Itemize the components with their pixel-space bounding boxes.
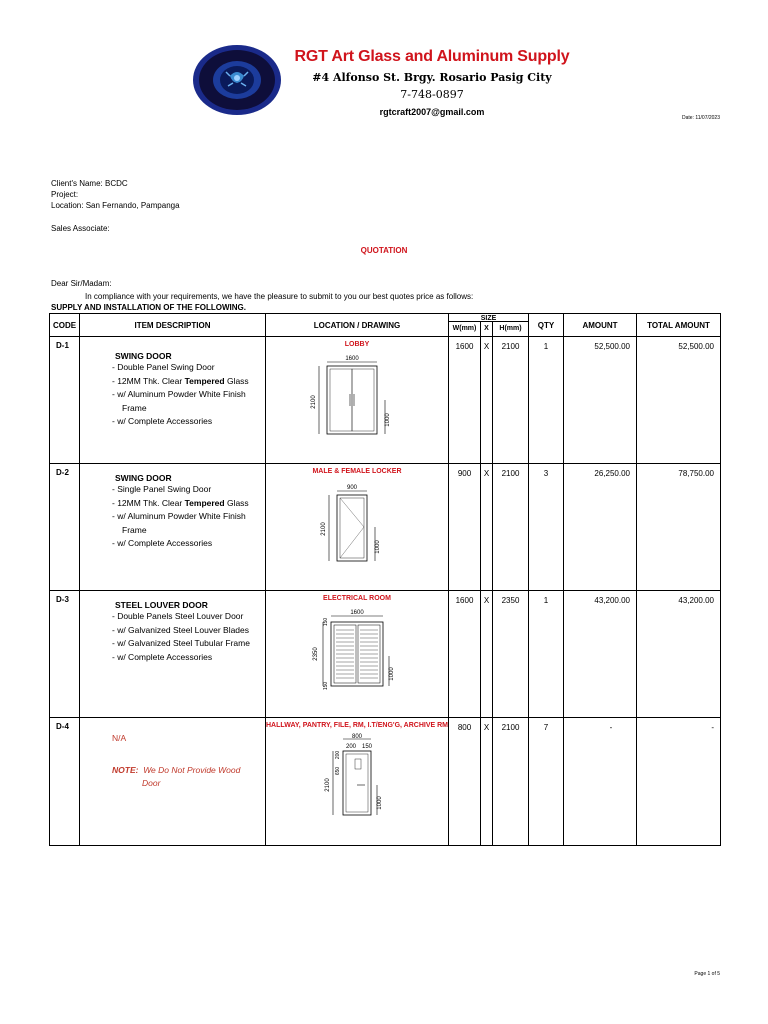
item-height: 2100 (493, 337, 529, 464)
dim-label: 1000 (385, 413, 391, 427)
desc-line: Frame (122, 402, 147, 413)
supply-line: SUPPLY AND INSTALLATION OF THE FOLLOWING. (51, 303, 246, 312)
header-code: CODE (50, 314, 80, 337)
dim-label: 1600 (350, 610, 364, 616)
note-text-cont: Door (142, 778, 161, 788)
item-title: SWING DOOR (115, 473, 172, 483)
header-total: TOTAL AMOUNT (637, 314, 721, 337)
header-size (449, 314, 529, 337)
door-drawing (297, 731, 417, 823)
item-code: D-4 (50, 718, 80, 846)
header-amount: AMOUNT (564, 314, 637, 337)
item-total: 43,200.00 (637, 591, 721, 718)
dim-label: 1000 (375, 540, 381, 554)
table-row (50, 591, 721, 718)
location-line: Location: San Fernando, Pampanga (51, 201, 180, 210)
dim-label: 200 (345, 744, 357, 750)
dim-label: 2350 (313, 647, 319, 661)
item-x: X (481, 337, 493, 464)
intro-text: In compliance with your requirements, we have the pleasure to submit to you our best quotes price as follows: (85, 292, 474, 301)
desc-line: - w/ Galvanized Steel Tubular Frame (112, 638, 250, 648)
dim-label: 150 (323, 681, 329, 691)
item-location (266, 591, 449, 718)
desc-line: - w/ Aluminum Powder White Finish (112, 511, 246, 521)
item-qty: 1 (529, 337, 564, 464)
item-width: 1600 (449, 337, 481, 464)
emphasis-text: Tempered (184, 497, 225, 508)
dim-label: 2100 (321, 522, 327, 536)
desc-line: - w/ Complete Accessories (112, 416, 213, 426)
emphasis-text: Tempered (184, 375, 225, 386)
header-size-label: SIZE (449, 315, 528, 322)
dim-label: 200 (335, 750, 341, 760)
door-drawing (297, 477, 417, 567)
item-height: 2100 (493, 464, 529, 591)
item-height: 2100 (493, 718, 529, 846)
door-drawing (297, 604, 417, 694)
item-location (266, 464, 449, 591)
location-label: HALLWAY, PANTRY, FILE, RM, I.T/ENG'G, ARCHIVE RM (266, 722, 448, 729)
desc-line: - 12MM Thk. Clear Tempered Glass (112, 497, 249, 508)
note-body: We Do Not Provide Wood (143, 764, 241, 775)
item-amount: 52,500.00 (564, 337, 637, 464)
table-row (50, 718, 721, 846)
item-qty: 1 (529, 591, 564, 718)
note-label: NOTE: (112, 764, 139, 775)
dim-label: 150 (323, 617, 329, 627)
item-location (266, 337, 449, 464)
item-total: - (637, 718, 721, 846)
dim-label: 900 (346, 485, 358, 491)
item-code: D-1 (50, 337, 80, 464)
desc-line: - w/ Complete Accessories (112, 538, 213, 548)
page-title: QUOTATION (360, 246, 408, 255)
dim-label: 1000 (389, 667, 395, 681)
desc-line: - Double Panels Steel Louver Door (112, 611, 244, 621)
na-label: N/A (112, 733, 127, 743)
desc-line: - 12MM Thk. Clear Tempered Glass (112, 375, 249, 386)
item-total: 52,500.00 (637, 337, 721, 464)
desc-line: - w/ Galvanized Steel Louver Blades (112, 624, 250, 635)
company-logo (192, 44, 282, 116)
company-email: rgtcraft2007@gmail.com (379, 107, 485, 117)
item-width: 900 (449, 464, 481, 591)
item-x: X (481, 591, 493, 718)
item-amount: - (564, 718, 637, 846)
location-label: MALE & FEMALE LOCKER (312, 468, 402, 475)
quote-date: Date: 11/07/2023 (682, 115, 720, 121)
item-description (80, 591, 266, 718)
dim-label: 150 (361, 744, 373, 750)
item-amount: 43,200.00 (564, 591, 637, 718)
salutation: Dear Sir/Madam: (51, 279, 112, 288)
item-description (80, 337, 266, 464)
company-address: #4 Alfonso St. Brgy. Rosario Pasig City (312, 71, 552, 84)
location-label: ELECTRICAL ROOM (323, 595, 391, 602)
dim-label: 2100 (325, 778, 331, 792)
desc-line: - Double Panel Swing Door (112, 362, 215, 372)
dim-label: 1000 (377, 796, 383, 810)
item-title: SWING DOOR (115, 351, 172, 361)
desc-line: - Single Panel Swing Door (112, 484, 212, 494)
item-location (266, 718, 449, 846)
item-title: STEEL LOUVER DOOR (115, 600, 208, 610)
item-code: D-3 (50, 591, 80, 718)
item-x: X (481, 464, 493, 591)
item-description (80, 718, 266, 846)
dim-label: 2100 (311, 395, 317, 409)
header-x: X (481, 322, 493, 336)
desc-line: - w/ Aluminum Powder White Finish (112, 389, 246, 399)
header-loc: LOCATION / DRAWING (266, 314, 449, 337)
desc-line: Frame (122, 524, 147, 535)
page-number: Page 1 of 5 (694, 971, 720, 977)
table-row (50, 464, 721, 591)
item-amount: 26,250.00 (564, 464, 637, 591)
item-total: 78,750.00 (637, 464, 721, 591)
dim-label: 800 (351, 734, 363, 740)
dim-label: 650 (335, 766, 341, 776)
location-label: LOBBY (344, 341, 370, 348)
header-h: H(mm) (499, 324, 522, 332)
sales-associate: Sales Associate: (51, 224, 110, 233)
item-qty: 3 (529, 464, 564, 591)
dim-label: 1600 (345, 356, 359, 362)
desc-line: - w/ Complete Accessories (112, 651, 213, 662)
header-desc: ITEM DESCRIPTION (80, 314, 266, 337)
quotation-table (49, 313, 721, 846)
client-name: Client's Name: BCDC (51, 179, 128, 188)
header-w: W(mm) (449, 322, 481, 336)
note-text (112, 764, 265, 778)
table-row (50, 337, 721, 464)
company-phone: 7-748-0897 (400, 88, 464, 101)
company-name: RGT Art Glass and Aluminum Supply (294, 48, 570, 65)
header-qty: QTY (529, 314, 564, 337)
item-x: X (481, 718, 493, 846)
item-width: 1600 (449, 591, 481, 718)
project-line: Project: (51, 190, 79, 199)
item-width: 800 (449, 718, 481, 846)
item-code: D-2 (50, 464, 80, 591)
item-height: 2350 (493, 591, 529, 718)
item-qty: 7 (529, 718, 564, 846)
item-description (80, 464, 266, 591)
door-drawing (297, 350, 417, 440)
